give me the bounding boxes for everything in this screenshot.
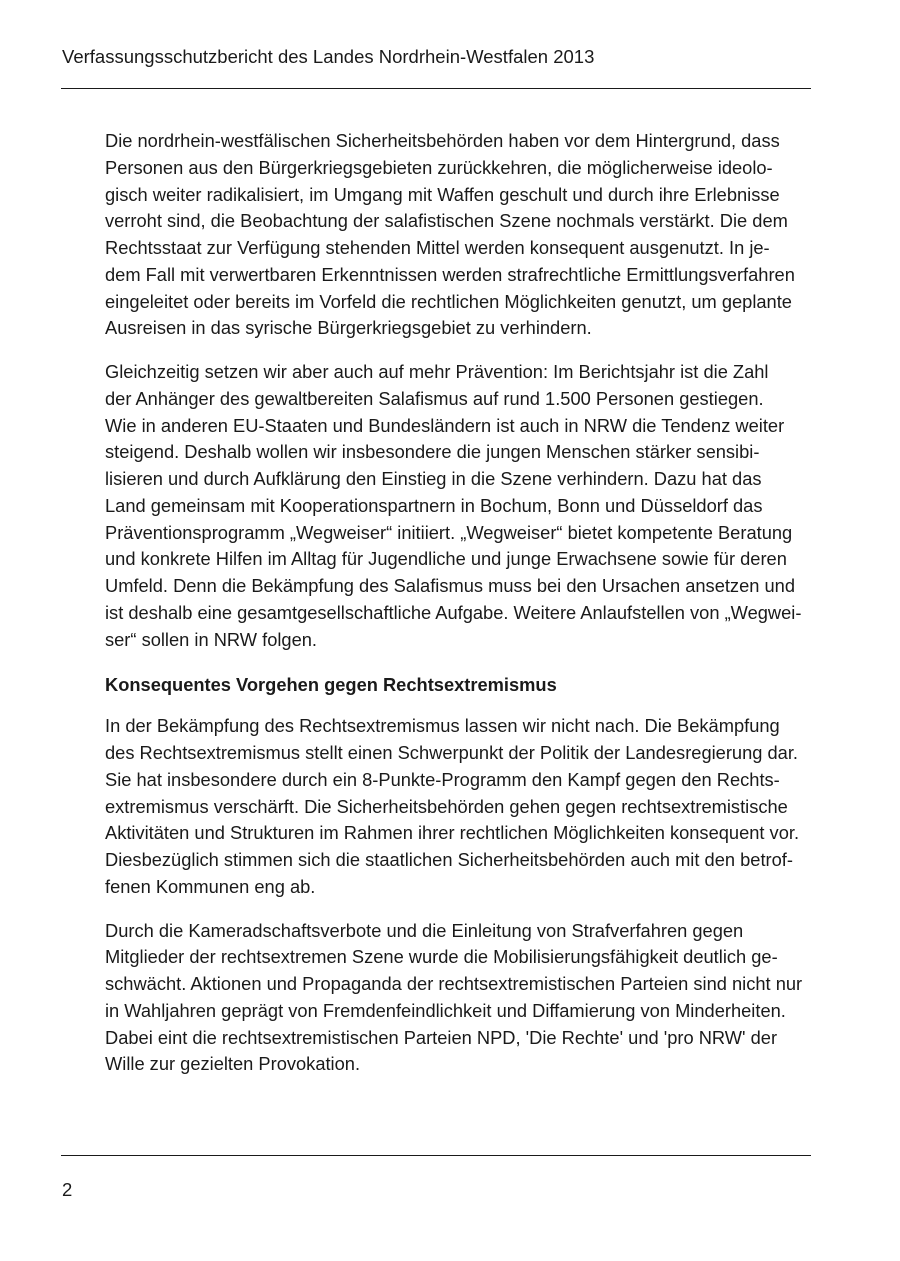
text-line: Wie in anderen EU-Staaten und Bundesländern ist auch in NRW die Tendenz weiter — [105, 414, 785, 436]
text-line: ser“ sollen in NRW folgen. — [105, 628, 318, 650]
text-line: Durch die Kameradschaftsverbote und die Einleitung von Strafverfahren gegen — [105, 919, 744, 941]
paragraph — [105, 713, 817, 900]
text-line: der Anhänger des gewaltbereiten Salafismus auf rund 1.500 Personen gestiegen. — [105, 387, 764, 409]
text-line: Sie hat insbesondere durch ein 8-Punkte-Programm den Kampf gegen den Rechts- — [105, 768, 780, 790]
text-line: Gleichzeitig setzen wir aber auch auf mehr Prävention: Im Berichtsjahr ist die Zahl — [105, 361, 769, 382]
section-heading: Konsequentes Vorgehen gegen Rechtsextremismus — [105, 674, 557, 696]
text-line: Wille zur gezielten Provokation. — [105, 1053, 361, 1075]
paragraph — [105, 128, 817, 342]
text-line: Land gemeinsam mit Kooperationspartnern in Bochum, Bonn und Düsseldorf das — [105, 494, 763, 516]
text-line: Präventionsprogramm „Wegweiser“ initiiert. „Wegweiser“ bietet kompetente Beratung — [105, 521, 793, 543]
text-line: extremismus verschärft. Die Sicherheitsbehörden gehen gegen rechtsextremistische — [105, 795, 788, 817]
body-content — [105, 128, 817, 1095]
paragraph — [105, 918, 817, 1079]
text-line: Aktivitäten und Strukturen im Rahmen ihrer rechtlichen Möglichkeiten konsequent vor. — [105, 822, 800, 844]
text-line: Die nordrhein-westfälischen Sicherheitsbehörden haben vor dem Hintergrund, dass — [105, 130, 780, 151]
text-line: verroht sind, die Beobachtung der salafistischen Szene nochmals verstärkt. Die dem — [105, 210, 788, 232]
text-line: Personen aus den Bürgerkriegsgebieten zurückkehren, die möglicherweise ideolo- — [105, 156, 773, 178]
text-line: dem Fall mit verwertbaren Erkenntnissen werden strafrechtliche Ermittlungsverfahren — [105, 263, 795, 285]
text-line: lisieren und durch Aufklärung den Einstieg in die Szene verhindern. Dazu hat das — [105, 468, 762, 489]
text-line: Diesbezüglich stimmen sich die staatlichen Sicherheitsbehörden auch mit den betrof- — [105, 849, 793, 870]
text-line: in Wahljahren geprägt von Fremdenfeindlichkeit und Diffamierung von Minderheiten. — [105, 999, 786, 1021]
text-line: und konkrete Hilfen im Alltag für Jugendliche und junge Erwachsene sowie für deren — [105, 548, 787, 570]
text-line: gisch weiter radikalisiert, im Umgang mit Waffen geschult und durch ihre Erlebnisse — [105, 183, 780, 205]
text-line: eingeleitet oder bereits im Vorfeld die rechtlichen Möglichkeiten genutzt, um geplante — [105, 290, 792, 312]
text-line: Dabei eint die rechtsextremistischen Parteien NPD, 'Die Rechte' und 'pro NRW' der — [105, 1026, 778, 1048]
header-divider — [61, 88, 811, 89]
text-line: Rechtsstaat zur Verfügung stehenden Mittel werden konsequent ausgenutzt. In je- — [105, 237, 770, 258]
text-line: Umfeld. Denn die Bekämpfung des Salafismus muss bei den Ursachen ansetzen und — [105, 575, 795, 596]
text-line: des Rechtsextremismus stellt einen Schwerpunkt der Politik der Landesregierung dar. — [105, 742, 799, 763]
text-line: fenen Kommunen eng ab. — [105, 875, 316, 897]
text-line: schwächt. Aktionen und Propaganda der rechtsextremistischen Parteien sind nicht nur — [105, 973, 803, 994]
text-line: Ausreisen in das syrische Bürgerkriegsgebiet zu verhindern. — [105, 317, 592, 339]
page-number: 2 — [62, 1179, 73, 1200]
paragraph — [105, 359, 817, 653]
text-line: steigend. Deshalb wollen wir insbesondere die jungen Menschen stärker sensibi- — [105, 441, 760, 463]
text-line: ist deshalb eine gesamtgesellschaftliche Aufgabe. Weitere Anlaufstellen von „Wegwei- — [105, 601, 802, 623]
text-line: In der Bekämpfung des Rechtsextremismus lassen wir nicht nach. Die Bekämpfung — [105, 715, 780, 737]
text-line: Mitglieder der rechtsextremen Szene wurde die Mobilisierungsfähigkeit deutlich ge- — [105, 946, 778, 968]
footer-divider — [61, 1155, 811, 1156]
page-header-title: Verfassungsschutzbericht des Landes Nordrhein-Westfalen 2013 — [62, 46, 595, 67]
